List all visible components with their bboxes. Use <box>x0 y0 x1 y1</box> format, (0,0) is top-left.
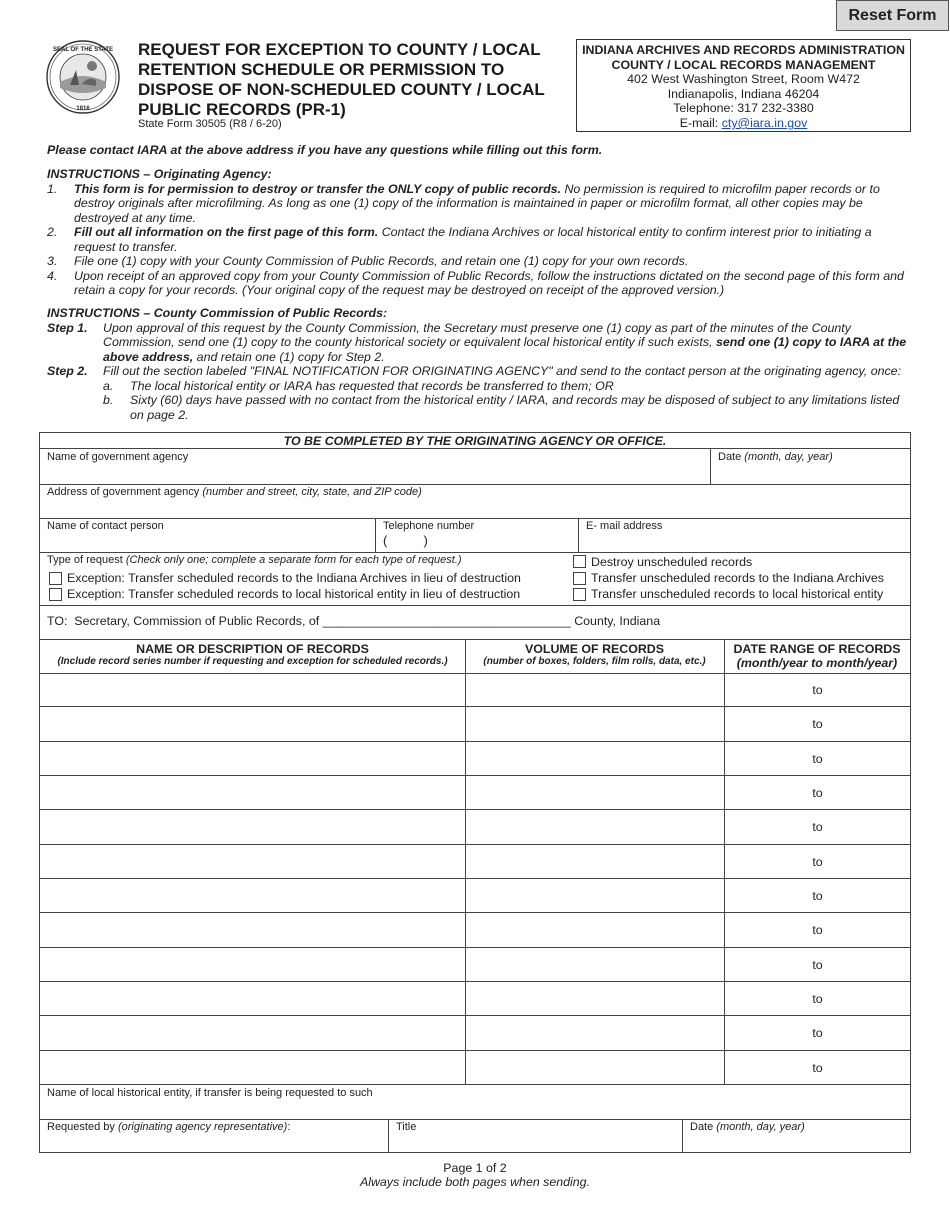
record-date-range-cell[interactable]: to <box>812 991 823 1006</box>
table-row <box>40 1051 910 1085</box>
form-title: REQUEST FOR EXCEPTION TO COUNTY / LOCAL RETENTION SCHEDULE OR PERMISSION TO DISPOSE OF NON-SCHEDULED COUNTY / LOCAL PUBLIC RECORDS (PR-1) <box>138 40 545 119</box>
instructions-commission: INSTRUCTIONS – County Commission of Public Records: Step 1. Upon approval of this request by the County Commission, the Secretary must preserve one (1) copy as part of the minutes of the County Commission, send one (1) copy to the county historical society or equivalent local historical entity if such exists, send one (1) copy to IARA at the above address, and retain one (1) copy for Step 2. Step 2. Fill out the section labeled "FINAL NOTIFICATION FOR ORIGINATING AGENCY" and send to the contact person at the originating agency, once: a. The local historical entity or IARA has requested that records be transferred to them; OR b. Sixty (60) days have passed with no contact from the historical entity / IARA, and records may be disposed of subject to any limitations listed on page 2. <box>47 306 907 422</box>
record-volume-cell[interactable] <box>466 776 724 810</box>
column-header-name: NAME OR DESCRIPTION OF RECORDS (Include record series number if requesting and exception for scheduled records.) <box>57 642 448 667</box>
record-date-range-cell[interactable]: to <box>812 751 823 766</box>
title-label: Title <box>396 1121 417 1133</box>
historical-entity-field[interactable] <box>40 1100 910 1118</box>
record-name-cell[interactable] <box>40 673 465 707</box>
contact-person-field[interactable] <box>40 533 375 551</box>
date-label: Date (month, day, year) <box>718 451 833 463</box>
record-volume-cell[interactable] <box>466 810 724 844</box>
form-number: State Form 30505 (R8 / 6-20) <box>138 118 282 130</box>
requested-by-label: Requested by (originating agency representative): <box>47 1121 291 1133</box>
svg-text:1816: 1816 <box>76 106 90 112</box>
svg-text:SEAL OF THE STATE: SEAL OF THE STATE <box>52 47 114 53</box>
county-field[interactable]: ____________________________________ <box>322 614 571 628</box>
table-row <box>40 707 910 741</box>
record-date-range-cell[interactable]: to <box>812 820 823 835</box>
table-row <box>40 982 910 1016</box>
table-row <box>40 673 910 707</box>
column-header-date-range: DATE RANGE OF RECORDS (month/year to month/year) <box>733 642 901 670</box>
transfer-local-checkbox[interactable] <box>573 588 586 601</box>
transfer-archives-checkbox[interactable] <box>573 572 586 585</box>
record-date-range-cell[interactable]: to <box>812 957 823 972</box>
historical-entity-label: Name of local historical entity, if transfer is being requested to such <box>47 1087 373 1099</box>
record-name-cell[interactable] <box>40 776 465 810</box>
record-name-cell[interactable] <box>40 810 465 844</box>
record-name-cell[interactable] <box>40 879 465 913</box>
record-date-range-cell[interactable]: to <box>812 923 823 938</box>
requested-by-field[interactable] <box>40 1134 388 1152</box>
contact-person-label: Name of contact person <box>47 520 164 532</box>
record-date-range-cell[interactable]: to <box>812 717 823 732</box>
record-volume-cell[interactable] <box>466 707 724 741</box>
reset-form-button[interactable]: Reset Form <box>836 0 949 31</box>
record-name-cell[interactable] <box>40 1016 465 1050</box>
record-name-cell[interactable] <box>40 845 465 879</box>
agency-name-label: Name of government agency <box>47 451 189 463</box>
signature-date-label: Date (month, day, year) <box>690 1121 805 1133</box>
record-date-range-cell[interactable]: to <box>812 683 823 697</box>
record-name-cell[interactable] <box>40 982 465 1016</box>
page-number: Page 1 of 2 <box>443 1161 507 1175</box>
contact-note: Please contact IARA at the above address if you have any questions while filling out this form. <box>47 143 603 157</box>
form-section-header: TO BE COMPLETED BY THE ORIGINATING AGENCY OR OFFICE. <box>40 433 910 449</box>
request-type-label: Type of request (Check only one; complete a separate form for each type of request.) <box>47 554 462 566</box>
exception-archives-checkbox[interactable] <box>49 572 62 585</box>
record-name-cell[interactable] <box>40 948 465 982</box>
table-row <box>40 810 910 844</box>
record-date-range-cell[interactable]: to <box>812 854 823 869</box>
title-field[interactable] <box>390 1134 682 1152</box>
date-field[interactable] <box>712 463 908 483</box>
exception-local-label: Exception: Transfer scheduled records to local historical entity in lieu of destruction <box>67 587 521 601</box>
table-row <box>40 1016 910 1050</box>
record-name-cell[interactable] <box>40 1051 465 1085</box>
record-date-range-cell[interactable]: to <box>812 888 823 903</box>
table-row <box>40 913 910 947</box>
destroy-unscheduled-checkbox[interactable] <box>573 555 586 568</box>
telephone-field[interactable]: ( ) <box>383 533 428 548</box>
record-volume-cell[interactable] <box>466 948 724 982</box>
record-date-range-cell[interactable]: to <box>812 1026 823 1041</box>
email-label: E- mail address <box>586 520 663 532</box>
signature-date-field[interactable] <box>684 1134 908 1152</box>
record-volume-cell[interactable] <box>466 742 724 776</box>
telephone-label: Telephone number <box>383 520 475 532</box>
footer-note: Always include both pages when sending. <box>359 1175 591 1189</box>
record-name-cell[interactable] <box>40 707 465 741</box>
email-link[interactable]: cty@iara.in.gov <box>721 115 808 130</box>
record-volume-cell[interactable] <box>466 982 724 1016</box>
table-row <box>40 845 910 879</box>
record-volume-cell[interactable] <box>466 1016 724 1050</box>
indiana-state-seal <box>46 40 120 114</box>
record-volume-cell[interactable] <box>466 913 724 947</box>
record-date-range-cell[interactable]: to <box>812 785 823 800</box>
agency-name-field[interactable] <box>40 463 710 483</box>
exception-local-checkbox[interactable] <box>49 588 62 601</box>
request-form <box>39 432 911 1153</box>
column-header-volume: VOLUME OF RECORDS (number of boxes, folders, film rolls, data, etc.) <box>483 642 706 667</box>
transfer-archives-label: Transfer unscheduled records to the Indiana Archives <box>591 571 884 585</box>
instructions-originating: INSTRUCTIONS – Originating Agency: 1. This form is for permission to destroy or transfer the ONLY copy of public records. No permission is required to microfilm paper records or to destroy originals after microfilming. As long as one (1) copy of the information is maintained in paper or microfilm format, all other copies may be destroyed at any time. 2. Fill out all information on the first page of this form. Contact the Indiana Archives or local historical entity to confirm interest prior to initiating a request to transfer. 3. File one (1) copy with your County Commission of Public Records, and retain one (1) copy for your own records. 4. Upon receipt of an approved copy from your County Commission of Public Records, follow the instructions dictated on the second page of this form and retain a copy for your records. (Your original copy of the request may be destroyed on receipt of the approved version.) <box>47 167 904 297</box>
record-volume-cell[interactable] <box>466 1051 724 1085</box>
transfer-local-label: Transfer unscheduled records to local historical entity <box>591 587 884 601</box>
table-row <box>40 742 910 776</box>
record-name-cell[interactable] <box>40 913 465 947</box>
record-name-cell[interactable] <box>40 742 465 776</box>
address-label: Address of government agency (number and street, city, state, and ZIP code) <box>47 486 422 498</box>
record-volume-cell[interactable] <box>466 845 724 879</box>
exception-archives-label: Exception: Transfer scheduled records to the Indiana Archives in lieu of destruction <box>67 571 521 585</box>
agency-address-box: INDIANA ARCHIVES AND RECORDS ADMINISTRATION COUNTY / LOCAL RECORDS MANAGEMENT 402 West Washington Street, Room W472 Indianapolis, Indiana 46204 Telephone: 317 232-3380 E-mail: cty@iara.in.gov <box>576 39 911 132</box>
to-secretary-line: TO: Secretary, Commission of Public Records, of ____________________________________ County, Indiana <box>47 614 661 628</box>
table-row <box>40 948 910 982</box>
address-field[interactable] <box>40 499 910 517</box>
email-field[interactable] <box>580 533 908 551</box>
record-volume-cell[interactable] <box>466 879 724 913</box>
destroy-unscheduled-label: Destroy unscheduled records <box>591 555 753 569</box>
table-row <box>40 776 910 810</box>
table-row <box>40 879 910 913</box>
record-volume-cell[interactable] <box>466 673 724 707</box>
record-date-range-cell[interactable]: to <box>812 1060 823 1075</box>
